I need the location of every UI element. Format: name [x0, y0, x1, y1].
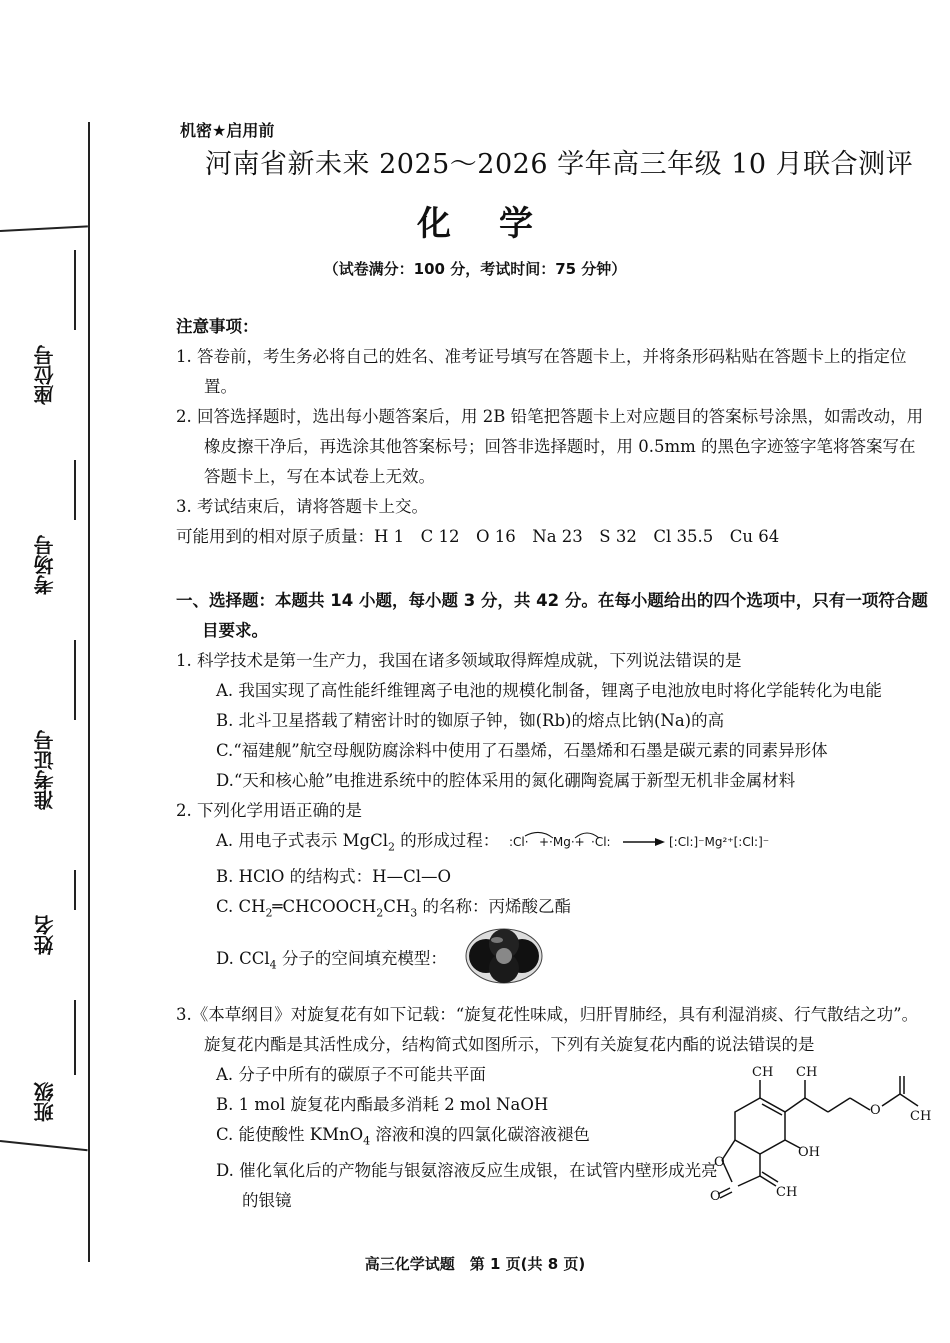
note-item-3: 3. 考试结束后，请将答题卡上交。 [176, 497, 428, 516]
q3-option-c[interactable]: C. 能使酸性 KMnO$_4$ 溶液和溴的四氯化碳溶液褪色 [216, 1125, 590, 1148]
class-field[interactable] [30, 1000, 90, 1140]
confidential-mark: 机密★启用前 [180, 121, 275, 140]
binding-line-bottom [0, 1140, 88, 1151]
q2-c-tail: 的名称：丙烯酸乙酯 [417, 897, 571, 917]
lactone-structure-diagram [710, 1062, 935, 1202]
ticket-field[interactable] [30, 640, 90, 860]
exam-title: 河南省新未来 2025～2026 学年高三年级 10 月联合测评 [205, 149, 914, 180]
struct-label-oh: OH [798, 1145, 820, 1160]
svg-text:[:Cl:]⁻Mg²⁺[:Cl:]⁻: [:Cl:]⁻Mg²⁺[:Cl:]⁻ [668, 834, 769, 849]
section1 [176, 586, 930, 985]
struct-label-o-ester: O [870, 1103, 881, 1118]
q3-stem: 3.《本草纲目》对旋复花有如下记载：“旋复花性味咸，归肝胃肺经，具有利湿消痰、行气散结之功”。旋复花内酯是其活性成分，结构简式如图所示，下列有关旋复花内酯的说法错误的是 [176, 1005, 919, 1054]
note-item-1: 1. 答卷前，考生务必将自己的姓名、准考证号填写在答题卡上，并将条形码粘贴在答题卡上的指定位置。 [176, 347, 907, 396]
name-line [74, 870, 76, 910]
q3-option-b[interactable]: B. 1 mol 旋复花内酯最多消耗 2 mol NaOH [216, 1095, 549, 1114]
electron-formula-image [505, 830, 795, 854]
notes-section [176, 312, 930, 552]
q2-c-mid: ═CHCOOCH [272, 897, 377, 917]
page-footer: 高三化学试题 第 1 页(共 8 页) [364, 1255, 586, 1273]
q2-option-c[interactable]: C. $CH_2═CHCOOCH_2CH_3$ 的名称：丙烯酸乙酯 [216, 897, 571, 920]
room-field[interactable] [30, 460, 90, 640]
room-line [74, 460, 76, 520]
q3-c-text: C. 能使酸性 KMnO [216, 1125, 364, 1144]
struct-label-ch3-b: CH [796, 1065, 818, 1080]
q1-option-a[interactable]: A. 我国实现了高性能纤维锂离子电池的规模化制备，锂离子电池放电时将化学能转化为电能 [216, 681, 882, 700]
atomic-mass-line: 可能用到的相对原子质量：H 1 C 12 O 16 Na 23 S 32 Cl 35.5 Cu 64 [176, 527, 780, 546]
struct-label-ch2: CH [776, 1185, 798, 1200]
struct-label-o-ring: O [714, 1155, 725, 1170]
q2-option-b[interactable]: B. HClO 的结构式：H—Cl—O [216, 867, 451, 887]
q2-c-text: C. CH [216, 897, 266, 917]
q2-a-text: A. 用电子式表示 MgCl [216, 831, 389, 850]
q2-d-text: D. CCl [216, 948, 270, 968]
q1-option-d[interactable]: D.“天和核心舱”电推进系统中的腔体采用的氮化硼陶瓷属于新型无机非金属材料 [216, 771, 796, 790]
q3-c-tail: 溶液和溴的四氯化碳溶液褪色 [370, 1125, 590, 1144]
question-1 [176, 646, 930, 796]
ccl4-space-filling-model [464, 928, 544, 984]
q2-d-tail: 分子的空间填充模型： [276, 948, 447, 968]
ticket-label: 准考证号 [33, 730, 57, 810]
seat-field[interactable] [30, 250, 90, 450]
q1-stem: 1. 科学技术是第一生产力，我国在诸多领域取得辉煌成就，下列说法错误的是 [176, 651, 742, 670]
q2-c-mid2: CH [383, 897, 411, 917]
struct-label-o-carbonyl: O [710, 1189, 721, 1202]
class-label: 班级 [33, 1082, 57, 1122]
struct-label-ch3-ester: CH [910, 1109, 932, 1124]
svg-text::Cl·: :Cl· [508, 834, 529, 849]
q3-option-a[interactable]: A. 分子中所有的碳原子不可能共平面 [216, 1065, 486, 1084]
subject-title: 化学 [417, 204, 581, 244]
room-label: 考场号 [33, 535, 57, 595]
q2-option-a[interactable]: A. 用电子式表示 MgCl$_2$ 的形成过程： :Cl· +·Mg·+ ·Cl: [:Cl:]⁻Mg²⁺[:Cl:]⁻ [176, 826, 930, 862]
note-item-2: 2. 回答选择题时，选出每小题答案后，用 2B 铅笔把答题卡上对应题目的答案标号涂黑，如需改动，用橡皮擦干净后，再选涂其他答案标号；回答非选择题时，用 0.5mm 的黑色字迹签字笔将答案写在答题卡上，写在本试卷上无效。 [176, 407, 924, 486]
q2-stem: 2. 下列化学用语正确的是 [176, 801, 362, 820]
q3-option-d[interactable]: D. 催化氧化后的产物能与银氨溶液反应生成银，在试管内壁形成光亮的银镜 [216, 1161, 718, 1211]
svg-text:·Cl:: ·Cl: [590, 834, 611, 849]
notes-heading: 注意事项： [176, 317, 259, 336]
svg-text:+·Mg·+: +·Mg·+ [538, 834, 585, 849]
name-label: 姓名 [33, 915, 57, 955]
seat-label: 座位号 [33, 345, 57, 405]
section1-heading: 一、选择题：本题共 14 小题，每小题 3 分，共 42 分。在每小题给出的四个选项中，只有一项符合题目要求。 [176, 591, 928, 640]
q1-option-b[interactable]: B. 北斗卫星搭载了精密计时的铷原子钟，铷(Rb)的熔点比钠(Na)的高 [216, 711, 725, 730]
q1-option-c[interactable]: C.“福建舰”航空母舰防腐涂料中使用了石墨烯，石墨烯和石墨是碳元素的同素异形体 [216, 741, 828, 760]
question-2 [176, 796, 930, 985]
class-line [74, 1000, 76, 1075]
ticket-line [74, 640, 76, 720]
exam-info: （试卷满分：100 分，考试时间：75 分钟） [323, 260, 627, 278]
q2-option-d[interactable]: D. CCl$_4$ 分子的空间填充模型： [216, 948, 447, 971]
struct-label-ch3-a: CH [752, 1065, 774, 1080]
q2-a-tail: 的形成过程： [395, 831, 500, 850]
